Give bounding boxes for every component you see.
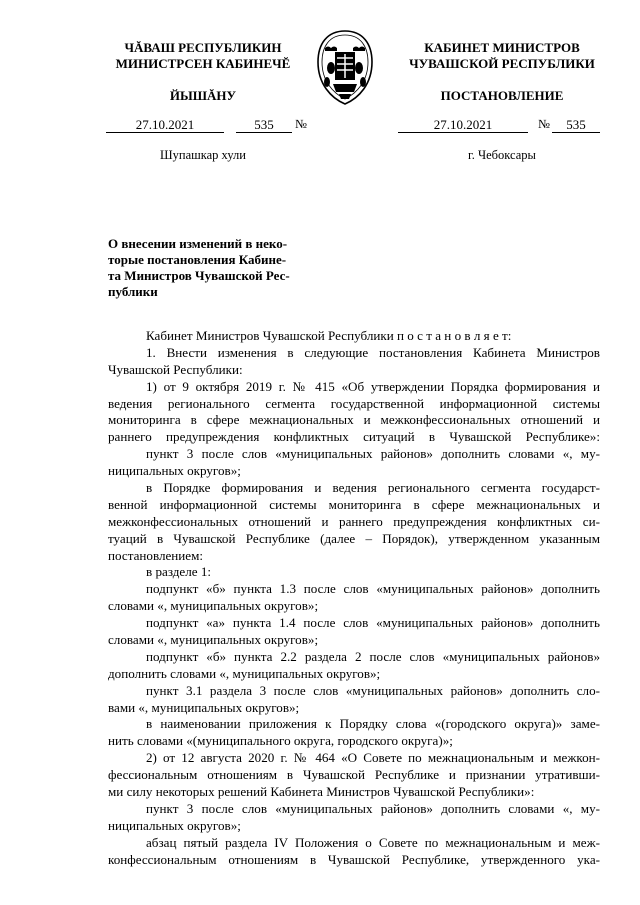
body-line: вами «, муниципальных округов»;	[108, 699, 300, 715]
body-line: Кабинет Министров Чувашской Республики п о с т а н о в л я е т:	[146, 328, 512, 343]
body-line: конфессиональным отношениям в Чувашской Республике, утвержденного ука-	[108, 851, 600, 867]
header-right-date: 27.10.2021	[398, 117, 528, 133]
body-line: пункт 3 после слов «муниципальных районов» дополнить словами «, му-	[146, 446, 600, 462]
header-left-number: 535	[236, 117, 292, 133]
header-left-doc-type: ЙЫШĂНУ	[169, 88, 237, 103]
body-line: пункт 3 после слов «муниципальных районов» дополнить словами «, му-	[146, 800, 600, 816]
header-left-city: Шупашкар хули	[160, 148, 246, 162]
title-line: та Министров Чувашской Рес-	[108, 268, 290, 283]
coat-of-arms-chuvashia-icon	[313, 28, 377, 108]
header-right-doc-type: ПОСТАНОВЛЕНИЕ	[440, 88, 564, 103]
document-title	[108, 236, 308, 300]
title-line: публики	[108, 284, 158, 299]
body-line: нить словами «(муниципального округа, городского округа)»;	[108, 733, 453, 749]
body-line: абзац пятый раздела IV Положения о Совете по межнациональным и меж-	[146, 834, 600, 850]
document-body	[108, 328, 600, 869]
header-right-number: 535	[552, 117, 600, 133]
header-right-city: г. Чебоксары	[468, 148, 536, 162]
body-line: ниципальных округов»;	[108, 817, 241, 833]
body-line: 1) от 9 октября 2019 г. № 415 «Об утверждении Порядка формирования и	[146, 378, 600, 394]
header-right-line1: КАБИНЕТ МИНИСТРОВ	[424, 40, 580, 55]
body-line: ведения регионального сегмента государственной информационной системы	[108, 395, 600, 411]
body-line: Чувашской Республики:	[108, 361, 243, 377]
body-line: 1. Внести изменения в следующие постановления Кабинета Министров	[146, 344, 600, 360]
body-line: дополнить словами «, муниципальных округов»;	[108, 665, 381, 681]
body-line: постановлением:	[108, 547, 204, 563]
body-line: фессиональным отношениям в Чувашской Республике и признании утративши-	[108, 767, 600, 783]
body-line: пункт 3.1 раздела 3 после слов «муниципальных районов» дополнить сло-	[146, 682, 600, 698]
body-line: словами «, муниципальных округов»;	[108, 598, 319, 614]
body-line: в наименовании приложения к Порядку слова «(городского округа)» заме-	[146, 716, 600, 732]
header-right-line2: ЧУВАШСКОЙ РЕСПУБЛИКИ	[409, 56, 595, 71]
header-left-number-sign: №	[295, 117, 307, 131]
body-line: подпункт «а» пункта 1.4 после слов «муниципальных районов» дополнить	[146, 615, 600, 631]
body-line: в разделе 1:	[146, 564, 212, 580]
body-line: подпункт «б» пункта 2.2 раздела 2 после слов «муниципальных районов»	[146, 648, 600, 664]
body-line: венной информационной системы мониторинга в сфере межнациональных и	[108, 496, 600, 512]
body-line: в Порядке формирования и ведения регионального сегмента государст-	[146, 480, 600, 496]
header-right-number-sign: №	[538, 117, 550, 131]
header-left-line1: ЧĂВАШ РЕСПУБЛИКИН	[124, 40, 282, 55]
header-left-date: 27.10.2021	[106, 117, 224, 133]
body-line: раннего предупреждения конфликтных ситуаций в Чувашской Республике»:	[108, 429, 600, 445]
header-right	[392, 40, 612, 72]
title-line: торые постановления Кабине-	[108, 252, 287, 267]
body-line: ниципальных округов»;	[108, 463, 241, 479]
header-left	[98, 40, 308, 72]
header-left-line2: МИНИСТРСЕН КАБИНЕЧĔ	[115, 56, 291, 71]
body-line: мониторинга в сфере межнациональных и межконфессиональных отношений и	[108, 412, 600, 428]
body-line: ми силу некоторых решений Кабинета Министров Чувашской Республики»:	[108, 784, 535, 800]
body-line: туаций в Чувашской Республике (далее – Порядок), утвержденном указанным	[108, 530, 600, 546]
body-line: 2) от 12 августа 2020 г. № 464 «О Совете по межнациональным и межкон-	[146, 750, 600, 766]
body-line: межконфессиональных отношений и раннего предупреждения конфликтных си-	[108, 513, 600, 529]
body-line: словами «, муниципальных округов»;	[108, 632, 319, 648]
title-line: О внесении изменений в неко-	[108, 236, 288, 251]
body-line: подпункт «б» пункта 1.3 после слов «муниципальных районов» дополнить	[146, 581, 600, 597]
